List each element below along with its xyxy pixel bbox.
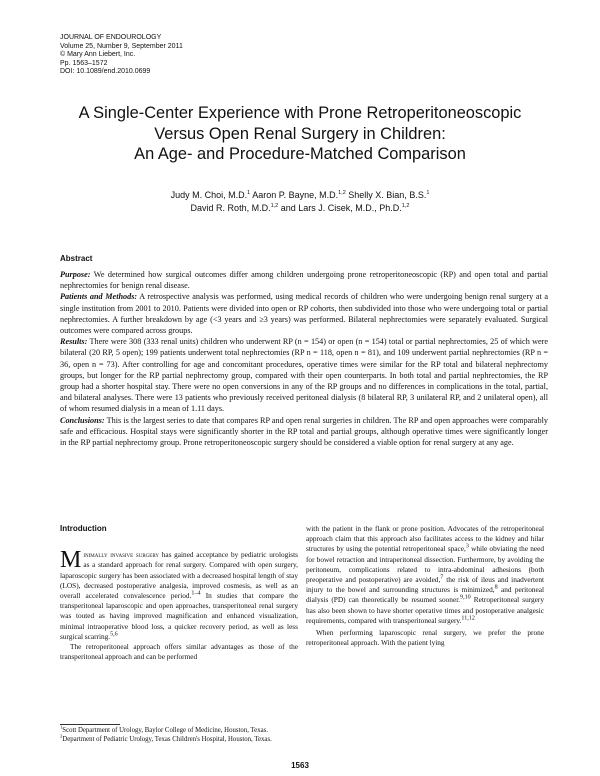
c2-text-e: Retroperitoneal surgery has also been shown to have shorter operative times and postoperative analgesic requirements, compared with transperitoneal surgery. — [306, 595, 544, 625]
introduction-heading: Introduction — [60, 524, 107, 533]
c2-text-d: and peritoneal dialysis (PD) can theoretically be resumed sooner. — [306, 585, 545, 605]
author-2: Aaron P. Bayne, M.D. — [252, 190, 339, 200]
footnote-2 — [60, 733, 272, 745]
intro-paragraph-2: The retroperitoneal approach offers similar advantages as those of the transperitoneal approach and can be performed — [60, 642, 298, 662]
abstract-body — [60, 269, 548, 448]
purpose-label: Purpose: — [60, 270, 91, 279]
abstract-heading: Abstract — [60, 254, 93, 263]
article-title — [40, 103, 560, 165]
methods-label: Patients and Methods: — [60, 292, 138, 302]
author-3: Shelly X. Bian, B.S. — [348, 190, 427, 200]
abstract-results — [60, 336, 548, 414]
author-5: and Lars J. Cisek, M.D., Ph.D. — [280, 202, 402, 213]
body-column-right — [306, 524, 544, 648]
author-2-affil: 1,2 — [338, 190, 346, 196]
footnote-2-marker: 2 — [60, 733, 63, 739]
footnote-1-marker: 1 — [60, 724, 63, 730]
intro-paragraph-1 — [60, 547, 298, 642]
purpose-text: We determined how surgical outcomes differ among children undergoing prone retroperitoneoscopic (RP) and open total and partial nephrectomies for benign renal disease. — [60, 270, 548, 291]
author-4: David R. Roth, M.D. — [190, 202, 271, 213]
methods-text: A retrospective analysis was performed, using medical records of children who were undergoing benign renal surgery at a single institution from 2001 to 2010. Patients were divided into open or RP cohorts, then subdivided into those who were undergoing total or partial nephrectomies. A further breakdown by age (<3 years and ≥3 years) was performed. Bilateral nephrectomies were separately evaluated. Surgical outcomes were compared across groups. — [60, 292, 548, 336]
author-1: Judy M. Choi, M.D. — [170, 190, 248, 200]
page-number: 1563 — [291, 761, 309, 770]
intro-p1-text: has gained acceptance by pediatric urologists as a standard approach for renal surgery. Compared with open surgery, laparoscopic surgery has been associated with a decreased hospital length of stay (LOS), decreased postoperative analgesia, improved cosmesis, as well as an overall accelerated convalescence period. — [60, 550, 298, 601]
author-5-affil: 1,2 — [401, 202, 410, 209]
conclusions-label: Conclusions: — [60, 415, 105, 425]
c2-text-a: with the patient in the flank or prone position. Advocates of the retroperitoneal approach claim that this approach also facilitates access to the kidney and hilar structures by using the potential retroperitoneal space, — [306, 524, 544, 554]
ref-marker: 5,6 — [110, 631, 118, 638]
abstract-purpose — [60, 269, 548, 291]
ref-marker: 1–4 — [191, 590, 201, 597]
title-line-2: Versus Open Renal Surgery in Children: — [154, 124, 446, 143]
ref-marker: 11,12 — [461, 615, 475, 622]
footnote-rule — [60, 724, 120, 725]
title-line-1: A Single-Center Experience with Prone Retroperitoneoscopic — [78, 104, 522, 122]
journal-pages: Pp. 1563–1572 — [60, 59, 108, 67]
journal-doi: DOI: 10.1089/end.2010.0699 — [60, 68, 151, 76]
ref-marker: 7 — [440, 574, 444, 581]
journal-name: JOURNAL OF ENDOUROLOGY — [60, 34, 162, 41]
conclusions-text: This is the largest series to date that compares RP and open renal surgeries in children. The RP and open approaches were comparably safe and efficacious. Hospital stays were significantly shorter in the RP total and partial groups, although operative times were significantly longer in the RP partial nephrectomy group. Prone retroperitoneoscopic surgery should be considered a viable option for renal surgery at any age. — [60, 415, 548, 448]
author-list — [60, 189, 540, 214]
abstract-methods — [60, 291, 548, 336]
author-4-affil: 1,2 — [270, 202, 279, 209]
intro-smallcaps: inimally invasive surgery — [83, 550, 159, 560]
author-1-affil: 1 — [247, 190, 251, 196]
body-column-left — [60, 524, 298, 662]
journal-volume: Volume 25, Number 9, September 2011 — [60, 42, 183, 50]
drop-cap: M — [60, 547, 82, 574]
footnote-2-text: Department of Pediatric Urology, Texas Children's Hospital, Houston, Texas. — [62, 735, 272, 743]
abstract-conclusions — [60, 415, 548, 449]
results-text: There were 308 (333 renal units) children who underwent RP (n = 154) or open (n = 154) total or partial nephrectomies, 25 of which were bilateral (20 RP, 5 open); 199 patients underwent total nephrectomies (RP n = 118, open n = 81), and 109 underwent partial nephrectomies (RP n = 36, open n = 73). After controlling for age and concomitant procedures, operative times were similar for the RP total and bilateral nephrectomy groups, but longer for the RP partial nephrectomy group, compared with their open counterparts. In both total and partial nephrectomies, the RP group had a shorter hospital stay. There were no open conversions in any of the RP groups and no differences in complications in the total, partial, and bilateral analyses. There were 13 patients who previously received peritoneal dialysis (8 bilateral RP, 3 unilateral RP, and 2 unilateral open), all of whom resumed dialysis in a mean of 1.11 days. — [60, 337, 548, 414]
author-3-affil: 1 — [426, 190, 430, 196]
footnote-1-text: Scott Department of Urology, Baylor College of Medicine, Houston, Texas. — [62, 727, 268, 734]
c2-text-c: the risk of ileus and inadvertent injury to the bowel and surrounding structures is minimized, — [306, 575, 545, 595]
intro-p1b-text: In studies that compare the transperitoneal laparoscopic and open approaches, transperitoneal renal surgery was touted as having improved magnification and enhanced visualization, minimal intraoperative blood loss, a quicker recovery period, as well as less surgical scarring. — [60, 591, 298, 641]
journal-copyright: © Mary Ann Liebert, Inc. — [60, 51, 136, 59]
ref-marker: 8 — [494, 584, 498, 591]
footnotes — [60, 724, 272, 744]
c2-text-b: while obviating the need for bowel retraction and intraperitoneal dissection. Furthermore, by avoiding the peritoneum, complications related to intra-abdominal adhesions (both preoperative and postoperative) are avoided, — [306, 544, 544, 585]
results-label: Results: — [60, 337, 88, 347]
ref-marker: 3 — [465, 543, 469, 550]
ref-marker: 9,10 — [460, 595, 471, 601]
journal-header — [60, 34, 183, 77]
title-line-3: An Age- and Procedure-Matched Comparison — [134, 145, 466, 163]
intro-paragraph-3 — [306, 524, 544, 626]
intro-paragraph-4: When performing laparoscopic renal surgery, we prefer the prone retroperitoneal approach. With the patient lying — [306, 628, 544, 648]
